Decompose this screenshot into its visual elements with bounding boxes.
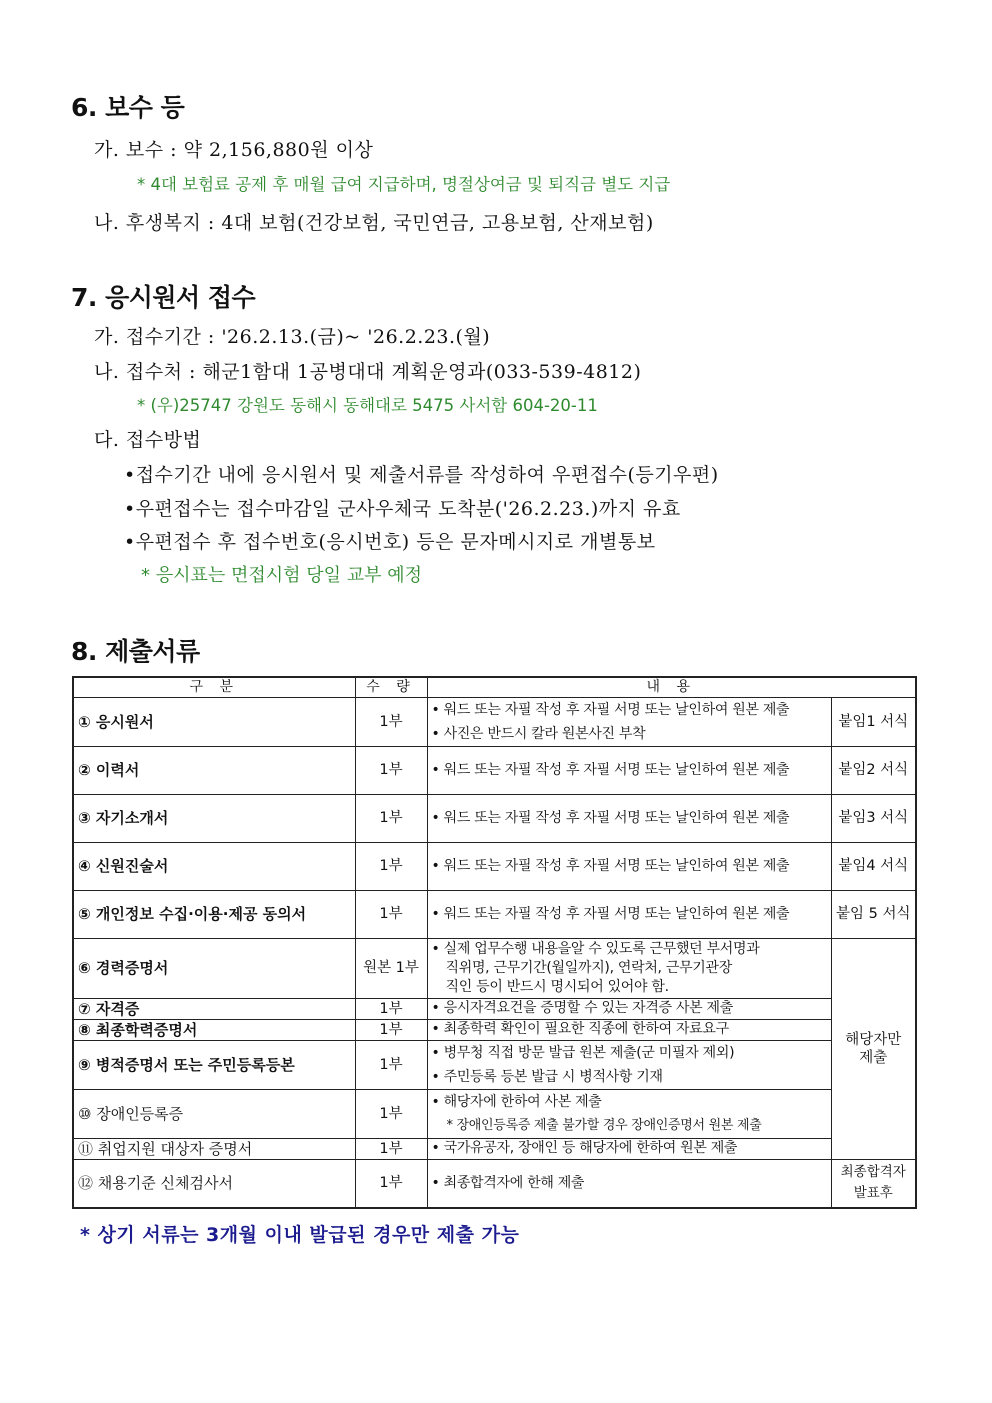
table-row: [73, 747, 916, 795]
row-desc: [427, 1160, 831, 1208]
desc-line: • 워드 또는 자필 작성 후 자필 서명 또는 날인하여 원본 제출: [431, 809, 790, 826]
row-name: ⑥ 경력증명서: [73, 939, 355, 999]
s7-method-item: •우편접수 후 접수번호(응시번호) 등은 문자메시지로 개별통보: [124, 531, 656, 553]
table-row: [73, 843, 916, 891]
table-row: [73, 939, 916, 999]
desc-line: • 워드 또는 자필 작성 후 자필 서명 또는 날인하여 원본 제출: [431, 905, 790, 922]
desc-line: 직인 등이 반드시 명시되어 있어야 함.: [445, 979, 669, 995]
row-desc: [427, 795, 831, 843]
s6-pay: 가. 보수 : 약 2,156,880원 이상: [94, 139, 374, 161]
row-desc: [427, 999, 831, 1020]
row-qty: 1부: [355, 843, 427, 891]
row-name: ① 응시원서: [73, 698, 355, 747]
row-name: ⑪ 취업지원 대상자 증명서: [73, 1139, 355, 1160]
desc-line: • 병무청 직접 방문 발급 원본 제출(군 미필자 제외): [431, 1045, 735, 1061]
row-qty: 1부: [355, 999, 427, 1020]
row-note: 최종합격자 발표후: [831, 1160, 916, 1208]
row-name: ⑧ 최종학력증명서: [73, 1020, 355, 1041]
desc-line: • 최종합격자에 한해 제출: [431, 1174, 585, 1191]
s6-welfare: 나. 후생복지 : 4대 보험(건강보험, 국민연금, 고용보험, 산재보험): [94, 212, 654, 234]
row-desc: [427, 698, 831, 747]
row-note: 붙임4 서식: [831, 843, 916, 891]
row-desc: [427, 843, 831, 891]
row-qty: 1부: [355, 1041, 427, 1090]
section-8-title: 8. 제출서류: [71, 637, 200, 666]
row-qty: 1부: [355, 747, 427, 795]
desc-line: • 워드 또는 자필 작성 후 자필 서명 또는 날인하여 원본 제출: [431, 857, 790, 874]
desc-line: • 최종학력 확인이 필요한 직종에 한하여 자료요구: [431, 1021, 729, 1038]
row-note: 붙임 5 서식: [831, 891, 916, 939]
desc-line: • 응시자격요건을 증명할 수 있는 자격증 사본 제출: [431, 1000, 733, 1017]
s7-address-note: * (우)25747 강원도 동해시 동해대로 5475 사서함 604-20-11: [137, 396, 598, 415]
row-desc: [427, 939, 831, 999]
table-row: [73, 795, 916, 843]
row-qty: 1부: [355, 698, 427, 747]
desc-line: • 국가유공자, 장애인 등 해당자에 한하여 원본 제출: [431, 1140, 738, 1157]
row-desc: [427, 1020, 831, 1041]
row-name: ⑤ 개인정보 수집·이용·제공 동의서: [73, 891, 355, 939]
row-qty: 1부: [355, 1160, 427, 1208]
desc-line: • 워드 또는 자필 작성 후 자필 서명 또는 날인하여 원본 제출: [431, 702, 790, 718]
row-name: ⑩ 장애인등록증: [73, 1090, 355, 1139]
header-content: 내 용: [427, 677, 916, 698]
row-qty: 1부: [355, 795, 427, 843]
table-row: [73, 1139, 916, 1160]
table-row: [73, 891, 916, 939]
table-row: [73, 1160, 916, 1208]
table-header-row: [73, 677, 916, 698]
s7-place: 나. 접수처 : 해군1함대 1공병대대 계획운영과(033-539-4812): [94, 361, 642, 383]
table-row: [73, 1020, 916, 1041]
row-desc: [427, 747, 831, 795]
s7-method-note: * 응시표는 면접시험 당일 교부 예정: [141, 565, 423, 586]
row-qty: 1부: [355, 1090, 427, 1139]
row-name: ⑨ 병적증명서 또는 주민등록등본: [73, 1041, 355, 1090]
header-kind: 구 분: [73, 677, 355, 698]
desc-line: • 해당자에 한하여 사본 제출: [431, 1094, 602, 1110]
row-name: ③ 자기소개서: [73, 795, 355, 843]
row-qty: 원본 1부: [355, 939, 427, 999]
row-note: 붙임2 서식: [831, 747, 916, 795]
desc-line: • 워드 또는 자필 작성 후 자필 서명 또는 날인하여 원본 제출: [431, 761, 790, 778]
row-qty: 1부: [355, 1020, 427, 1041]
row-qty: 1부: [355, 1139, 427, 1160]
desc-line: • 주민등록 등본 발급 시 병적사항 기재: [431, 1069, 663, 1085]
row-desc: [427, 891, 831, 939]
row-desc: [427, 1090, 831, 1139]
table-row: [73, 1090, 916, 1139]
merged-note: 해당자만 제출: [831, 939, 916, 1160]
row-qty: 1부: [355, 891, 427, 939]
s7-period: 가. 접수기간 : '26.2.13.(금)~ '26.2.23.(월): [94, 326, 491, 348]
section-7-title: 7. 응시원서 접수: [71, 283, 256, 312]
s7-method-item: •접수기간 내에 응시원서 및 제출서류를 작성하여 우편접수(등기우편): [124, 464, 719, 486]
desc-line: * 장애인등록증 제출 불가할 경우 장애인증명서 원본 제출: [446, 1118, 762, 1133]
table-row: [73, 1041, 916, 1090]
desc-line: 직위명, 근무기간(월일까지), 연락처, 근무기관장: [445, 960, 732, 976]
desc-line: • 사진은 반드시 칼라 원본사진 부착: [431, 726, 646, 742]
desc-line: • 실제 업무수행 내용을알 수 있도록 근무했던 부서명과: [431, 941, 760, 957]
table-row: [73, 698, 916, 747]
header-qty: 수 량: [355, 677, 427, 698]
s7-method-item: •우편접수는 접수마감일 군사우체국 도착분('26.2.23.)까지 유효: [124, 498, 681, 520]
row-note: 붙임3 서식: [831, 795, 916, 843]
s6-pay-note: * 4대 보험료 공제 후 매월 급여 지급하며, 명절상여금 및 퇴직금 별도 지급: [137, 175, 671, 194]
row-desc: [427, 1139, 831, 1160]
table-row: [73, 999, 916, 1020]
row-name: ⑦ 자격증: [73, 999, 355, 1020]
documents-table: [72, 676, 917, 1209]
s7-method-title: 다. 접수방법: [94, 429, 202, 451]
row-name: ④ 신원진술서: [73, 843, 355, 891]
footer-note: * 상기 서류는 3개월 이내 발급된 경우만 제출 가능: [80, 1224, 520, 1246]
row-name: ⑫ 채용기준 신체검사서: [73, 1160, 355, 1208]
row-name: ② 이력서: [73, 747, 355, 795]
row-desc: [427, 1041, 831, 1090]
section-6-title: 6. 보수 등: [71, 93, 185, 122]
row-note: 붙임1 서식: [831, 698, 916, 747]
